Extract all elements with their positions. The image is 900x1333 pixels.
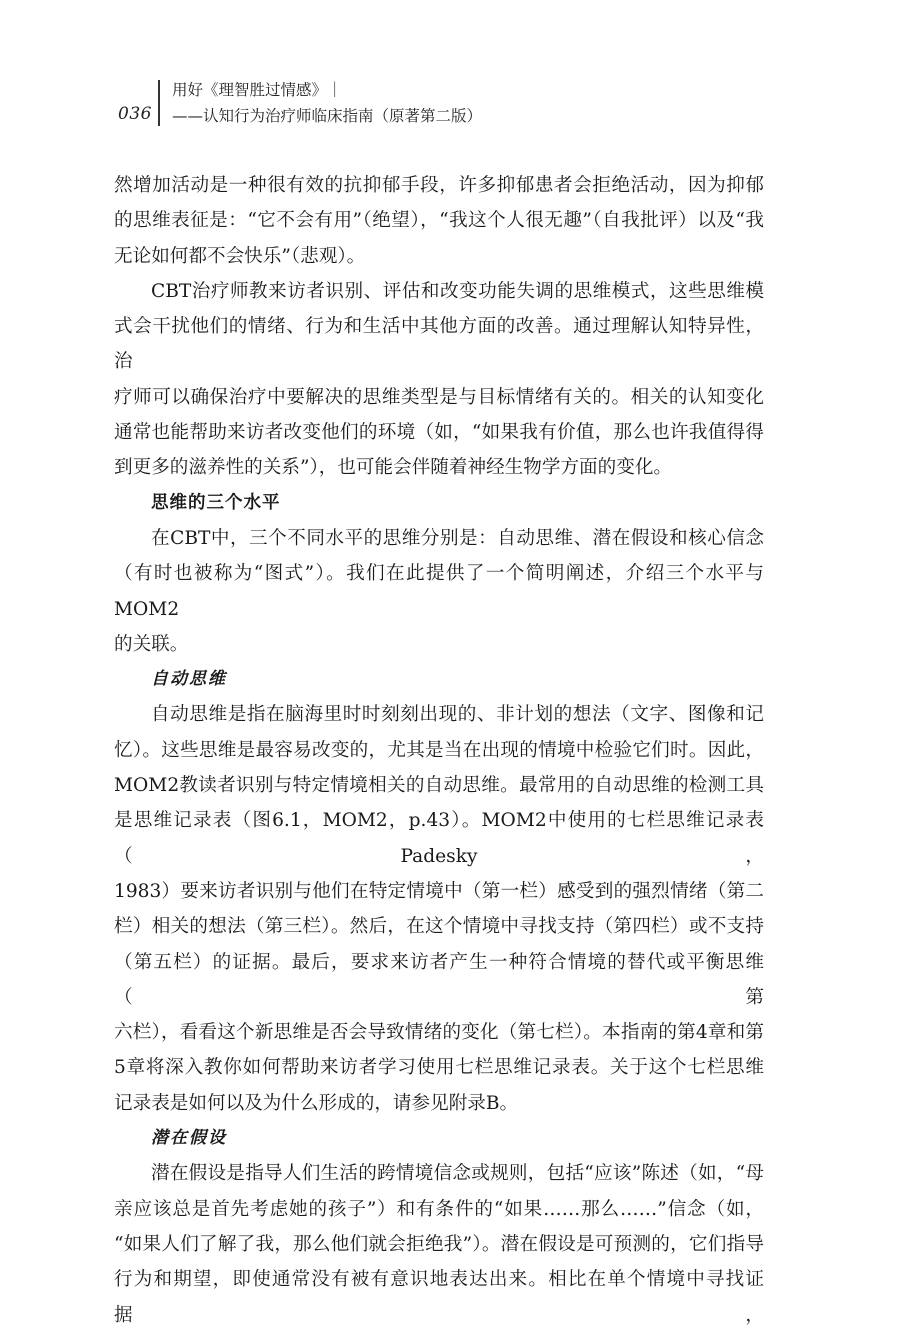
text-line: 1983）要来访者识别与他们在特定情境中（第一栏）感受到的强烈情绪（第二 <box>114 880 764 902</box>
section-heading: 思维的三个水平 <box>151 492 281 513</box>
subsection-heading: 潜在假设 <box>151 1128 227 1149</box>
page-number: 036 <box>118 104 152 124</box>
paragraph-cbt-therapist <box>114 274 764 486</box>
text-line: 式会干扰他们的情绪、行为和生活中其他方面的改善。通过理解认知特异性，治 <box>114 316 764 373</box>
text-line: 的思维表征是：“它不会有用”（绝望），“我这个人很无趣”（自我批评）以及“我 <box>114 210 764 232</box>
page-body <box>114 168 764 1333</box>
running-header <box>0 0 900 140</box>
paragraph-automatic-thoughts <box>114 697 764 1121</box>
text-line: 无论如何都不会快乐”（悲观）。 <box>114 245 366 267</box>
text-line: 六栏），看看这个新思维是否会导致情绪的变化（第七栏）。本指南的第4章和第 <box>114 1022 764 1044</box>
text-line: 疗师可以确保治疗中要解决的思维类型是与目标情绪有关的。相关的认知变化 <box>114 386 764 408</box>
text-line: 自动思维是指在脑海里时时刻刻出现的、非计划的想法（文字、图像和记 <box>151 704 764 726</box>
text-line: CBT治疗师教来访者识别、评估和改变功能失调的思维模式，这些思维模 <box>151 280 764 302</box>
subsection-heading: 自动思维 <box>151 669 227 690</box>
text-line: 5章将深入教你如何帮助来访者学习使用七栏思维记录表。关于这个七栏思维 <box>114 1057 764 1079</box>
text-line: 潜在假设是指导人们生活的跨情境信念或规则，包括“应该”陈述（如，“母 <box>151 1163 764 1185</box>
text-line: 在CBT中，三个不同水平的思维分别是：自动思维、潜在假设和核心信念 <box>151 527 764 549</box>
text-line: MOM2教读者识别与特定情境相关的自动思维。最常用的自动思维的检测工具 <box>114 775 764 797</box>
text-line: 行为和期望，即使通常没有被有意识地表达出来。相比在单个情境中寻找证据， <box>114 1269 764 1326</box>
text-line: 忆）。这些思维是最容易改变的，尤其是当在出现的情境中检验它们时。因此， <box>114 739 764 761</box>
text-line: （有时也被称为“图式”）。我们在此提供了一个简明阐述，介绍三个水平与MOM2 <box>114 563 764 620</box>
text-line: （第五栏）的证据。最后，要求来访者产生一种符合情境的替代或平衡思维（第 <box>114 951 764 1008</box>
paragraph-three-levels <box>114 521 764 662</box>
book-subtitle: ——认知行为治疗师临床指南（原著第二版） <box>172 107 483 125</box>
text-line: 记录表是如何以及为什么形成的，请参见附录B。 <box>114 1092 519 1114</box>
text-line: 亲应该总是首先考虑她的孩子”）和有条件的“如果……那么……”信念（如， <box>114 1198 764 1220</box>
text-line: 然增加活动是一种很有效的抗抑郁手段，许多抑郁患者会拒绝活动，因为抑郁 <box>114 175 764 196</box>
text-line: 栏）相关的想法（第三栏）。然后，在这个情境中寻找支持（第四栏）或不支持 <box>114 916 764 938</box>
text-line: 到更多的滋养性的关系”），也可能会伴随着神经生物学方面的变化。 <box>114 457 673 479</box>
text-line: 是思维记录表（图6.1，MOM2，p.43）。MOM2中使用的七栏思维记录表（Padesky， <box>114 810 764 867</box>
paragraph-continuation <box>114 168 764 274</box>
text-line: 通常也能帮助来访者改变他们的环境（如，“如果我有价值，那么也许我值得得 <box>114 422 764 444</box>
text-line: 的关联。 <box>114 633 189 655</box>
book-title: 用好《理智胜过情感》｜ <box>172 81 343 99</box>
paragraph-underlying-assumptions <box>114 1156 764 1332</box>
header-divider <box>158 80 160 126</box>
text-line: “如果人们了解了我，那么他们就会拒绝我”）。潜在假设是可预测的，它们指导 <box>114 1233 764 1255</box>
